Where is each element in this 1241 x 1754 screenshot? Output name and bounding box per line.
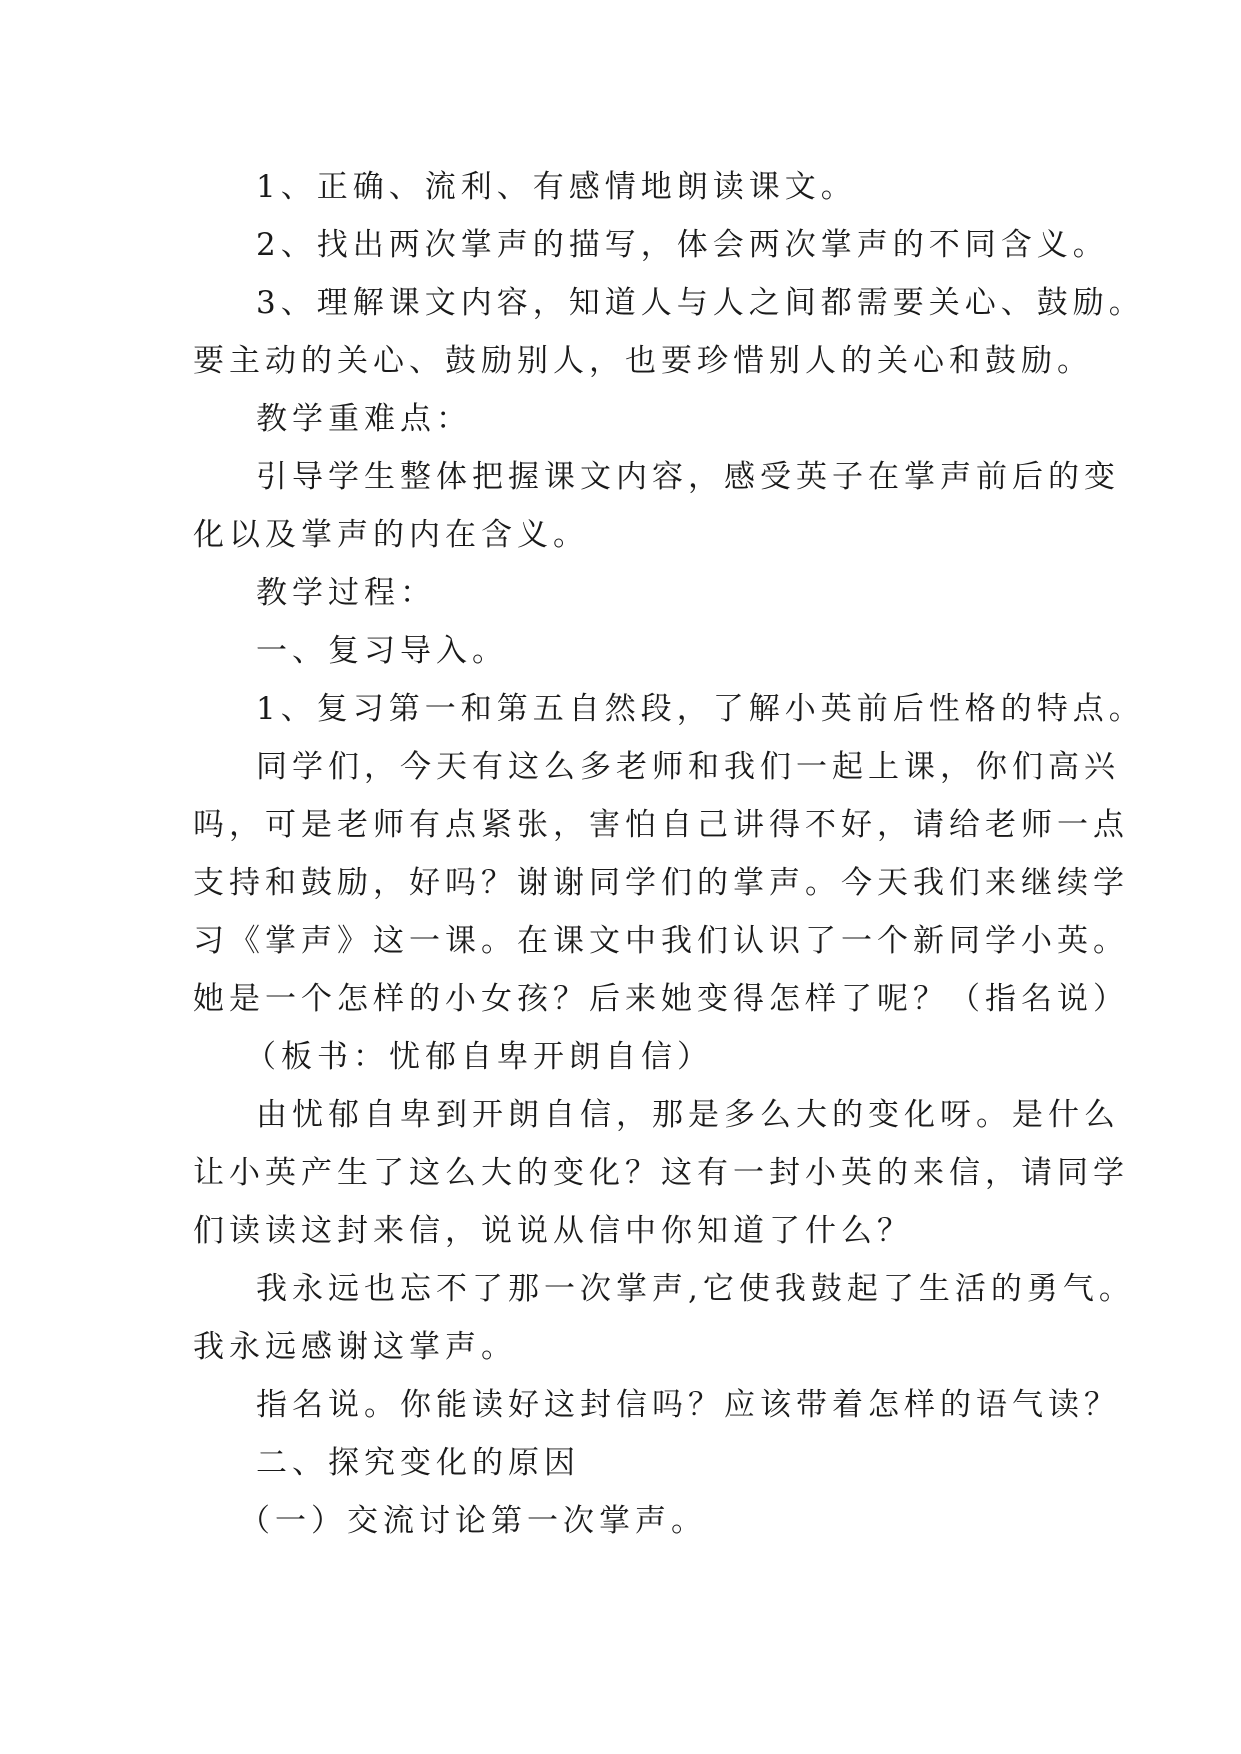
section-one-heading: 一、复习导入。 bbox=[256, 633, 508, 669]
reading-prompt: 指名说。你能读好这封信吗？应该带着怎样的语气读？ bbox=[256, 1387, 1120, 1423]
intro-paragraph-line-4: 习《掌声》这一课。在课文中我们认识了一个新同学小英。 bbox=[193, 923, 1129, 959]
letter-line-1: 我永远也忘不了那一次掌声,它使我鼓起了生活的勇气。 bbox=[256, 1271, 1135, 1307]
subsection-one-heading: （一）交流讨论第一次掌声。 bbox=[239, 1503, 707, 1539]
change-paragraph-line-1: 由忧郁自卑到开朗自信，那是多么大的变化呀。是什么 bbox=[256, 1097, 1120, 1133]
objective-line-3-cont: 要主动的关心、鼓励别人，也要珍惜别人的关心和鼓励。 bbox=[193, 343, 1093, 379]
intro-paragraph-line-5: 她是一个怎样的小女孩？后来她变得怎样了呢？（指名说） bbox=[193, 981, 1129, 1017]
review-line: 1、复习第一和第五自然段，了解小英前后性格的特点。 bbox=[256, 691, 1145, 727]
letter-line-2: 我永远感谢这掌声。 bbox=[193, 1329, 517, 1365]
document-body bbox=[193, 158, 1145, 1550]
board-note: （板书：忧郁自卑开朗自信） bbox=[245, 1039, 713, 1075]
section-two-heading: 二、探究变化的原因 bbox=[256, 1445, 580, 1481]
objective-line-1: 1、正确、流利、有感情地朗读课文。 bbox=[256, 169, 857, 205]
process-heading: 教学过程： bbox=[256, 575, 436, 611]
intro-paragraph-line-3: 支持和鼓励，好吗？谢谢同学们的掌声。今天我们来继续学 bbox=[193, 865, 1129, 901]
key-points-line-1: 引导学生整体把握课文内容，感受英子在掌声前后的变 bbox=[256, 459, 1120, 495]
key-points-line-2: 化以及掌声的内在含义。 bbox=[193, 517, 589, 553]
intro-paragraph-line-2: 吗，可是老师有点紧张，害怕自己讲得不好，请给老师一点 bbox=[193, 807, 1129, 843]
intro-paragraph-line-1: 同学们，今天有这么多老师和我们一起上课，你们高兴 bbox=[256, 749, 1120, 785]
objective-line-2: 2、找出两次掌声的描写，体会两次掌声的不同含义。 bbox=[256, 227, 1109, 263]
change-paragraph-line-2: 让小英产生了这么大的变化？这有一封小英的来信，请同学 bbox=[193, 1155, 1129, 1191]
key-points-heading: 教学重难点： bbox=[256, 401, 472, 437]
objective-line-3: 3、理解课文内容，知道人与人之间都需要关心、鼓励。 bbox=[256, 285, 1145, 321]
change-paragraph-line-3: 们读读这封来信，说说从信中你知道了什么？ bbox=[193, 1213, 913, 1249]
